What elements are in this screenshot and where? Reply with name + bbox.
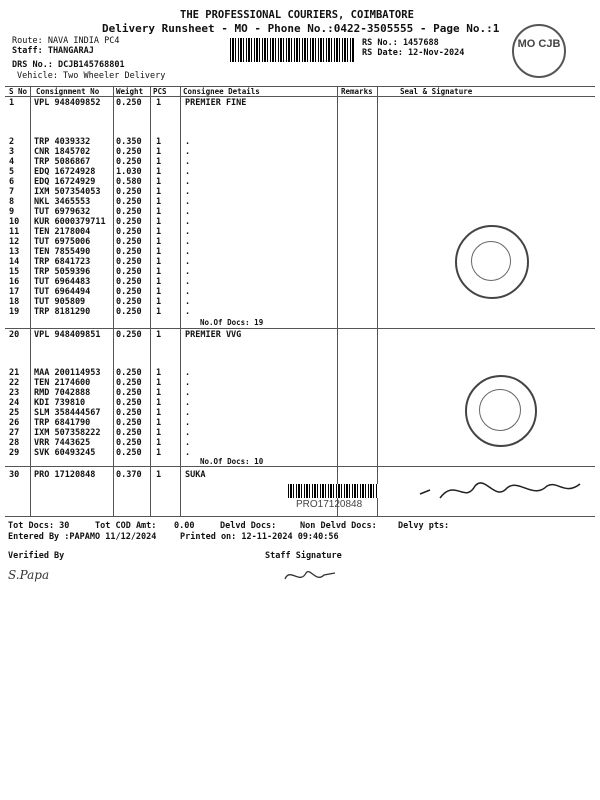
row-weight: 0.250 bbox=[116, 378, 142, 388]
row-weight: 0.250 bbox=[116, 297, 142, 307]
table-row bbox=[0, 197, 600, 207]
row-pcs: 1 bbox=[156, 368, 162, 378]
company-seal-stamp bbox=[455, 225, 529, 299]
company-seal-stamp bbox=[465, 375, 537, 447]
row-pcs: 1 bbox=[156, 167, 162, 177]
row-weight: 0.250 bbox=[116, 307, 142, 317]
row-pcs: 1 bbox=[156, 398, 162, 408]
rs-date: RS Date: 12-Nov-2024 bbox=[362, 48, 465, 58]
col-header-weight: Weight bbox=[116, 87, 144, 96]
row-consignment-no: TUT 905809 bbox=[34, 297, 86, 307]
row-consignee: . bbox=[185, 398, 191, 408]
row-consignment-no: TRP 5059396 bbox=[34, 267, 91, 277]
row-consignee: . bbox=[185, 287, 191, 297]
row-consignee: . bbox=[185, 157, 191, 167]
row-sno: 27 bbox=[9, 428, 20, 438]
group1-doc-count: No.Of Docs: 19 bbox=[200, 318, 264, 327]
row-sno: 8 bbox=[9, 197, 15, 207]
row-consignment-no: KUR 6000379711 bbox=[34, 217, 106, 227]
row-consignment-no: VPL 948409851 bbox=[34, 330, 101, 340]
row-sno: 30 bbox=[9, 470, 20, 480]
row-pcs: 1 bbox=[156, 177, 162, 187]
row-pcs: 1 bbox=[156, 428, 162, 438]
company-name: THE PROFESSIONAL COURIERS, COIMBATORE bbox=[180, 9, 414, 21]
row-consignee: . bbox=[185, 378, 191, 388]
row-pcs: 1 bbox=[156, 157, 162, 167]
row-consignment-no: KDI 739810 bbox=[34, 398, 86, 408]
table-row bbox=[0, 297, 600, 307]
total-cod-label: Tot COD Amt: bbox=[95, 521, 157, 531]
row-consignee: SUKA bbox=[185, 470, 206, 480]
group2-doc-count: No.Of Docs: 10 bbox=[200, 457, 264, 466]
table-row bbox=[0, 307, 600, 317]
col-header-pcs: PCS bbox=[153, 87, 167, 96]
row-pcs: 1 bbox=[156, 330, 162, 340]
row-weight: 0.250 bbox=[116, 237, 142, 247]
row-sno: 21 bbox=[9, 368, 20, 378]
row-weight: 0.250 bbox=[116, 448, 142, 458]
row-weight: 0.250 bbox=[116, 418, 142, 428]
row-sno: 5 bbox=[9, 167, 15, 177]
row-weight: 0.250 bbox=[116, 98, 142, 108]
row-consignee: . bbox=[185, 177, 191, 187]
row-consignment-no: PRO 17120848 bbox=[34, 470, 96, 480]
row-weight: 0.250 bbox=[116, 267, 142, 277]
row-consignee: . bbox=[185, 147, 191, 157]
col-header-consignee: Consignee Details bbox=[183, 87, 260, 96]
row-consignment-no: CNR 1845702 bbox=[34, 147, 91, 157]
row-pcs: 1 bbox=[156, 297, 162, 307]
row-sno: 17 bbox=[9, 287, 20, 297]
staff-label: Staff: THANGARAJ bbox=[12, 46, 94, 56]
row-weight: 0.580 bbox=[116, 177, 142, 187]
row-pcs: 1 bbox=[156, 438, 162, 448]
row-pcs: 1 bbox=[156, 388, 162, 398]
non-delivered-docs: Non Delvd Docs: bbox=[300, 521, 377, 531]
row-weight: 0.250 bbox=[116, 207, 142, 217]
row-consignment-no: TEN 2174600 bbox=[34, 378, 91, 388]
row-sno: 6 bbox=[9, 177, 15, 187]
staff-signature bbox=[280, 565, 340, 587]
row-weight: 0.370 bbox=[116, 470, 142, 480]
row-pcs: 1 bbox=[156, 267, 162, 277]
row-consignment-no: VPL 948409852 bbox=[34, 98, 101, 108]
row-sno: 7 bbox=[9, 187, 15, 197]
row-consignee: . bbox=[185, 247, 191, 257]
row-weight: 0.250 bbox=[116, 428, 142, 438]
row-sno: 20 bbox=[9, 330, 20, 340]
row-weight: 0.250 bbox=[116, 287, 142, 297]
verified-by-label: Verified By bbox=[8, 551, 65, 561]
rs-number: RS No.: 1457688 bbox=[362, 38, 439, 48]
row-consignee: . bbox=[185, 207, 191, 217]
row-consignment-no: SLM 358444567 bbox=[34, 408, 101, 418]
row-consignment-no: EDQ 16724929 bbox=[34, 177, 96, 187]
row-sno: 28 bbox=[9, 438, 20, 448]
shipment-barcode bbox=[288, 484, 378, 498]
table-row bbox=[0, 147, 600, 157]
route-label: Route: NAVA INDIA PC4 bbox=[12, 36, 120, 46]
row-sno: 25 bbox=[9, 408, 20, 418]
printed-on: Printed on: 12-11-2024 09:40:56 bbox=[180, 532, 339, 542]
row-pcs: 1 bbox=[156, 247, 162, 257]
row-sno: 15 bbox=[9, 267, 20, 277]
verifier-signature: S.Papa bbox=[8, 568, 50, 582]
row-sno: 9 bbox=[9, 207, 15, 217]
row-sno: 3 bbox=[9, 147, 15, 157]
row-consignment-no: TUT 6975006 bbox=[34, 237, 91, 247]
row-weight: 0.250 bbox=[116, 398, 142, 408]
row-consignment-no: VRR 7443625 bbox=[34, 438, 91, 448]
row-sno: 23 bbox=[9, 388, 20, 398]
row-consignee: . bbox=[185, 448, 191, 458]
row-pcs: 1 bbox=[156, 217, 162, 227]
row-weight: 0.250 bbox=[116, 368, 142, 378]
row-pcs: 1 bbox=[156, 147, 162, 157]
table-row bbox=[0, 330, 600, 340]
row-consignee: . bbox=[185, 257, 191, 267]
mo-cjb-stamp-logo: MO CJB bbox=[512, 24, 566, 78]
row-pcs: 1 bbox=[156, 257, 162, 267]
row-consignee: . bbox=[185, 418, 191, 428]
row-consignee: . bbox=[185, 388, 191, 398]
row-sno: 12 bbox=[9, 237, 20, 247]
shipment-barcode-label: PRO17120848 bbox=[296, 499, 363, 510]
row-sno: 29 bbox=[9, 448, 20, 458]
row-weight: 0.250 bbox=[116, 247, 142, 257]
row-consignee: . bbox=[185, 297, 191, 307]
total-cod-value: 0.00 bbox=[174, 521, 195, 531]
row-consignment-no: TRP 8181290 bbox=[34, 307, 91, 317]
col-header-sno: S No bbox=[9, 87, 28, 96]
receiver-signature bbox=[415, 476, 585, 506]
row-weight: 0.250 bbox=[116, 187, 142, 197]
row-consignment-no: TUT 6979632 bbox=[34, 207, 91, 217]
row-consignee: . bbox=[185, 167, 191, 177]
staff-signature-label: Staff Signature bbox=[265, 551, 342, 561]
col-header-seal: Seal & Signature bbox=[400, 87, 473, 96]
row-consignee: . bbox=[185, 217, 191, 227]
row-consignment-no: IXM 507354053 bbox=[34, 187, 101, 197]
row-consignment-no: SVK 60493245 bbox=[34, 448, 96, 458]
row-sno: 26 bbox=[9, 418, 20, 428]
row-pcs: 1 bbox=[156, 307, 162, 317]
table-row bbox=[0, 98, 600, 108]
row-weight: 0.250 bbox=[116, 147, 142, 157]
row-pcs: 1 bbox=[156, 237, 162, 247]
table-bottom-border bbox=[5, 516, 595, 517]
row-pcs: 1 bbox=[156, 98, 162, 108]
col-header-remarks: Remarks bbox=[341, 87, 373, 96]
row-weight: 0.250 bbox=[116, 277, 142, 287]
row-sno: 19 bbox=[9, 307, 20, 317]
row-pcs: 1 bbox=[156, 448, 162, 458]
row-pcs: 1 bbox=[156, 207, 162, 217]
row-pcs: 1 bbox=[156, 287, 162, 297]
table-row bbox=[0, 167, 600, 177]
row-consignment-no: TUT 6964494 bbox=[34, 287, 91, 297]
row-consignee: . bbox=[185, 267, 191, 277]
row-consignee: . bbox=[185, 307, 191, 317]
row-weight: 0.350 bbox=[116, 137, 142, 147]
row-sno: 24 bbox=[9, 398, 20, 408]
row-pcs: 1 bbox=[156, 277, 162, 287]
row-weight: 0.250 bbox=[116, 197, 142, 207]
row-consignment-no: TEN 7855490 bbox=[34, 247, 91, 257]
row-consignee: . bbox=[185, 368, 191, 378]
row-consignment-no: TRP 4039332 bbox=[34, 137, 91, 147]
row-pcs: 1 bbox=[156, 408, 162, 418]
row-consignment-no: MAA 200114953 bbox=[34, 368, 101, 378]
table-row bbox=[0, 157, 600, 167]
table-row bbox=[0, 217, 600, 227]
row-consignment-no: TEN 2178004 bbox=[34, 227, 91, 237]
row-consignment-no: TUT 6964483 bbox=[34, 277, 91, 287]
row-weight: 0.250 bbox=[116, 330, 142, 340]
row-pcs: 1 bbox=[156, 378, 162, 388]
row-pcs: 1 bbox=[156, 227, 162, 237]
row-weight: 0.250 bbox=[116, 157, 142, 167]
col-header-consignment: Consignment No bbox=[36, 87, 100, 96]
row-sno: 10 bbox=[9, 217, 20, 227]
row-weight: 0.250 bbox=[116, 438, 142, 448]
runsheet-title: Delivery Runsheet - MO - Phone No.:0422-3505555 - Page No.:1 bbox=[102, 22, 500, 35]
row-pcs: 1 bbox=[156, 137, 162, 147]
row-pcs: 1 bbox=[156, 197, 162, 207]
total-docs: Tot Docs: 30 bbox=[8, 521, 70, 531]
row-consignment-no: TRP 5086867 bbox=[34, 157, 91, 167]
table-row bbox=[0, 177, 600, 187]
row-weight: 0.250 bbox=[116, 227, 142, 237]
row-consignee: . bbox=[185, 187, 191, 197]
row-sno: 1 bbox=[9, 98, 15, 108]
group-divider-2 bbox=[5, 466, 595, 467]
row-consignee: . bbox=[185, 428, 191, 438]
row-consignee: . bbox=[185, 277, 191, 287]
delivered-docs: Delvd Docs: bbox=[220, 521, 277, 531]
table-row bbox=[0, 448, 600, 458]
row-sno: 14 bbox=[9, 257, 20, 267]
row-sno: 2 bbox=[9, 137, 15, 147]
drs-number: DRS No.: DCJB145768801 bbox=[12, 60, 125, 70]
row-weight: 1.030 bbox=[116, 167, 142, 177]
table-row bbox=[0, 207, 600, 217]
row-sno: 4 bbox=[9, 157, 15, 167]
table-header-row bbox=[0, 87, 600, 97]
row-consignment-no: RMD 7042888 bbox=[34, 388, 91, 398]
row-weight: 0.250 bbox=[116, 408, 142, 418]
row-consignee: . bbox=[185, 227, 191, 237]
row-consignee: . bbox=[185, 197, 191, 207]
row-consignment-no: TRP 6841723 bbox=[34, 257, 91, 267]
row-sno: 18 bbox=[9, 297, 20, 307]
row-consignee: PREMIER FINE bbox=[185, 98, 247, 108]
row-consignee: . bbox=[185, 438, 191, 448]
row-consignee: . bbox=[185, 237, 191, 247]
row-consignment-no: NKL 3465553 bbox=[34, 197, 91, 207]
entered-by: Entered By :PAPAMO 11/12/2024 bbox=[8, 532, 157, 542]
group-divider-1 bbox=[5, 328, 595, 329]
row-consignee: PREMIER VVG bbox=[185, 330, 242, 340]
table-row bbox=[0, 137, 600, 147]
vehicle-label: Vehicle: Two Wheeler Delivery bbox=[17, 71, 166, 81]
row-weight: 0.250 bbox=[116, 257, 142, 267]
row-pcs: 1 bbox=[156, 470, 162, 480]
row-consignee: . bbox=[185, 137, 191, 147]
row-pcs: 1 bbox=[156, 418, 162, 428]
delivery-points: Delvy pts: bbox=[398, 521, 450, 531]
row-pcs: 1 bbox=[156, 187, 162, 197]
row-weight: 0.250 bbox=[116, 217, 142, 227]
row-consignment-no: IXM 507358222 bbox=[34, 428, 101, 438]
table-row bbox=[0, 187, 600, 197]
row-consignee: . bbox=[185, 408, 191, 418]
row-consignment-no: TRP 6841790 bbox=[34, 418, 91, 428]
row-sno: 16 bbox=[9, 277, 20, 287]
header-barcode bbox=[230, 38, 355, 62]
row-sno: 22 bbox=[9, 378, 20, 388]
row-sno: 13 bbox=[9, 247, 20, 257]
row-consignment-no: EDQ 16724928 bbox=[34, 167, 96, 177]
row-sno: 11 bbox=[9, 227, 20, 237]
row-weight: 0.250 bbox=[116, 388, 142, 398]
